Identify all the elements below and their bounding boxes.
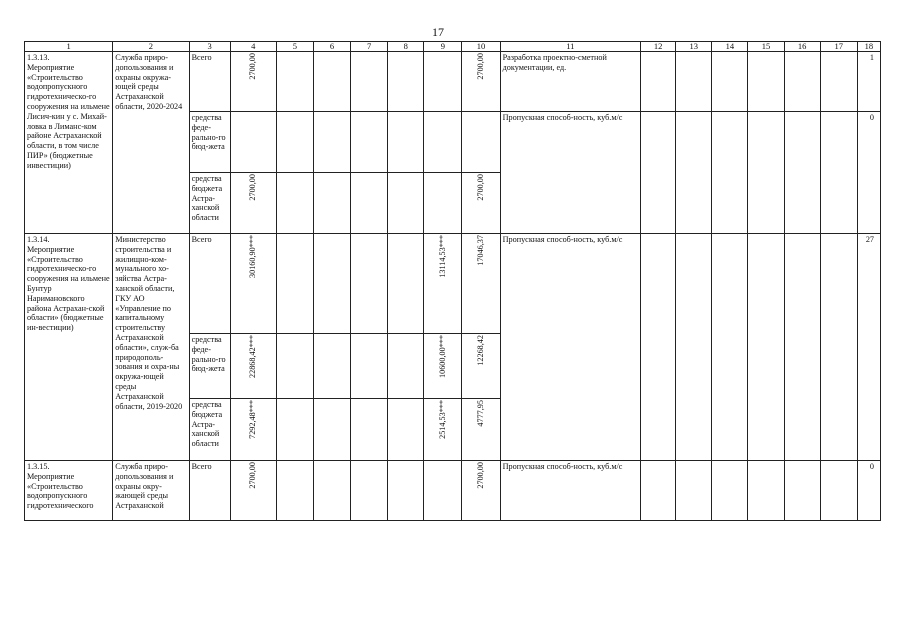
amount-value: 2700,00: [248, 462, 258, 489]
measure-name: Мероприятие «Строительство гидротехническо-го сооружения на ильмене Бунтур Наримановского района Астрахан-ской области» (бюджетные ин-вестиции): [27, 244, 110, 333]
empty-cell: [388, 173, 424, 234]
column-header: 12: [641, 42, 676, 52]
empty-cell: [276, 399, 313, 461]
empty-cell: [313, 234, 350, 334]
amount-cell: [462, 461, 500, 521]
column-header: 4: [230, 42, 276, 52]
empty-cell: [676, 461, 712, 521]
amount-value: 2700,00: [248, 174, 258, 201]
empty-cell: [276, 461, 313, 521]
column-header: 3: [189, 42, 230, 52]
indicator-cell: Разработка проектно-сметной документации, ед.: [500, 52, 640, 112]
target-value: 1: [857, 52, 880, 112]
empty-cell: [313, 112, 350, 173]
empty-cell: [276, 112, 313, 173]
executor-cell: Служба приро-допользования и охраны окру-жающей среды Астраханской: [113, 461, 189, 521]
empty-cell: [712, 52, 748, 112]
column-header: 11: [500, 42, 640, 52]
page-number: 17: [432, 25, 444, 39]
empty-cell: [351, 234, 388, 334]
column-header: 2: [113, 42, 189, 52]
indicator-cell: Пропускная способ-ность, куб.м/с: [500, 234, 640, 461]
column-header: 15: [748, 42, 784, 52]
empty-cell: [820, 112, 857, 234]
empty-cell: [784, 461, 820, 521]
empty-cell: [676, 112, 712, 234]
empty-cell: [388, 334, 424, 399]
funding-source: Всего: [189, 461, 230, 521]
amount-cell: [424, 234, 462, 334]
empty-cell: [351, 461, 388, 521]
empty-cell: [313, 399, 350, 461]
amount-value: 22868,42***: [248, 335, 258, 378]
amount-value: 2700,00: [476, 53, 486, 80]
measure-name: Мероприятие «Строительство водопропускного гидротехническо-го сооружения на ильмене Лисич-кин у с. Михай-ловка в Лиманс-ком районе Астраханской области, в том числе ПИР» (бюджетные инвестиции): [27, 62, 110, 170]
amount-cell: [462, 52, 500, 112]
empty-cell: [388, 399, 424, 461]
empty-cell: [748, 461, 784, 521]
empty-cell: [424, 461, 462, 521]
empty-cell: [676, 234, 712, 461]
empty-cell: [351, 52, 388, 112]
empty-cell: [313, 173, 350, 234]
empty-cell: [313, 461, 350, 521]
empty-cell: [276, 52, 313, 112]
empty-cell: [351, 334, 388, 399]
column-header-row: [25, 42, 881, 52]
empty-cell: [712, 461, 748, 521]
amount-cell: [230, 52, 276, 112]
empty-cell: [276, 234, 313, 334]
empty-cell: [784, 112, 820, 234]
amount-cell: [462, 334, 500, 399]
measure-cell: [25, 234, 113, 461]
column-header: 13: [676, 42, 712, 52]
amount-cell: [462, 399, 500, 461]
empty-cell: [748, 52, 784, 112]
empty-cell: [820, 461, 857, 521]
measure-id: 1.3.14.: [27, 235, 50, 244]
empty-cell: [313, 334, 350, 399]
amount-value: 2700,00: [476, 174, 486, 201]
amount-cell: [230, 461, 276, 521]
empty-cell: [388, 52, 424, 112]
amount-value: 7292,48***: [248, 400, 258, 439]
empty-cell: [784, 234, 820, 461]
empty-cell: [712, 112, 748, 234]
column-header: 7: [351, 42, 388, 52]
target-value: 27: [857, 234, 880, 461]
column-header: 18: [857, 42, 880, 52]
empty-cell: [276, 334, 313, 399]
indicator-cell: Пропускная способ-ность, куб.м/с: [500, 112, 640, 234]
funding-source: средства феде-рально-го бюд-жета: [189, 112, 230, 173]
empty-cell: [462, 112, 500, 173]
empty-cell: [641, 461, 676, 521]
amount-value: 30160,90***: [248, 235, 258, 278]
amount-cell: [424, 52, 462, 112]
funding-source: средства бюджета Астра-ханской области: [189, 173, 230, 234]
empty-cell: [351, 112, 388, 173]
empty-cell: [351, 173, 388, 234]
indicator-cell: Пропускная способ-ность, куб.м/с: [500, 461, 640, 521]
column-header: 9: [424, 42, 462, 52]
empty-cell: [388, 461, 424, 521]
amount-cell: [230, 399, 276, 461]
amount-value: 10600,00***: [438, 335, 448, 378]
column-header: 8: [388, 42, 424, 52]
funding-source: Всего: [189, 52, 230, 112]
funding-source: Всего: [189, 234, 230, 334]
amount-value: 13114,53***: [438, 235, 448, 278]
measure-cell: [25, 461, 113, 521]
empty-cell: [820, 234, 857, 461]
amount-value: 2700,00: [476, 462, 486, 489]
empty-cell: [676, 52, 712, 112]
column-header: 10: [462, 42, 500, 52]
empty-cell: [351, 399, 388, 461]
amount-cell: [424, 334, 462, 399]
column-header: 14: [712, 42, 748, 52]
empty-cell: [388, 234, 424, 334]
measure-cell: [25, 52, 113, 234]
column-header: 1: [25, 42, 113, 52]
amount-value: 2514,53***: [438, 400, 448, 439]
table-row: [25, 52, 881, 112]
amount-value: 12268,42: [476, 335, 486, 366]
measure-id: 1.3.13.: [27, 53, 50, 62]
empty-cell: [712, 234, 748, 461]
empty-cell: [276, 173, 313, 234]
measure-id: 1.3.15.: [27, 462, 50, 471]
amount-value: 4777,95: [476, 400, 486, 427]
amount-value: 2700,00: [248, 53, 258, 80]
table-row: [25, 461, 881, 521]
empty-cell: [641, 52, 676, 112]
funding-source: средства бюджета Астра-ханской области: [189, 399, 230, 461]
target-value: 0: [857, 461, 880, 521]
empty-cell: [388, 112, 424, 173]
column-header: 17: [820, 42, 857, 52]
target-value: 0: [857, 112, 880, 234]
measure-name: Мероприятие «Строительство водопропускного гидротехнического: [27, 471, 94, 511]
funding-source: средства феде-рально-го бюд-жета: [189, 334, 230, 399]
empty-cell: [424, 173, 462, 234]
empty-cell: [748, 112, 784, 234]
empty-cell: [230, 112, 276, 173]
empty-cell: [641, 234, 676, 461]
empty-cell: [748, 234, 784, 461]
empty-cell: [784, 52, 820, 112]
executor-cell: Министерство строительства и жилищно-ком-мунального хо-зяйства Астра-ханской области, ГКУ АО «Управление по капитальному строительству Астраханской области», служ-ба природополь-зования и охра-ны окружа-ющей среды Астраханской области, 2019-2020: [113, 234, 189, 461]
empty-cell: [313, 52, 350, 112]
empty-cell: [424, 112, 462, 173]
empty-cell: [820, 52, 857, 112]
amount-value: 17046,37: [476, 235, 486, 266]
amount-cell: [462, 173, 500, 234]
executor-cell: Служба приро-допользования и охраны окружа-ющей среды Астраханской области, 2020-2024: [113, 52, 189, 234]
empty-cell: [641, 112, 676, 234]
column-header: 16: [784, 42, 820, 52]
column-header: 6: [313, 42, 350, 52]
program-table: [24, 41, 881, 521]
amount-cell: [230, 334, 276, 399]
column-header: 5: [276, 42, 313, 52]
table-row: [25, 234, 881, 334]
amount-cell: [424, 399, 462, 461]
amount-cell: [230, 173, 276, 234]
amount-cell: [462, 234, 500, 334]
amount-cell: [230, 234, 276, 334]
